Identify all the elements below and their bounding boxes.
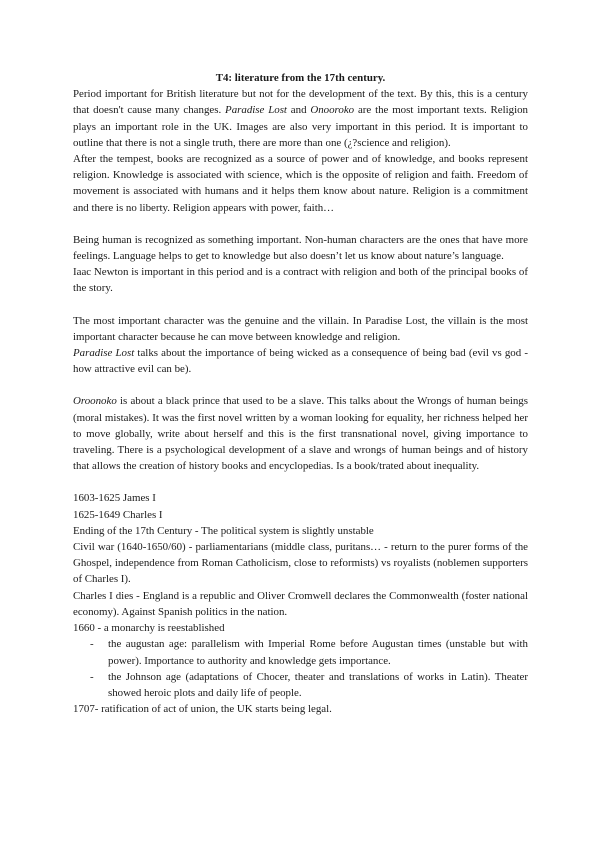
timeline-ending: Ending of the 17th Century - The political system is slightly unstable xyxy=(73,524,374,537)
timeline-james: 1603-1625 James I xyxy=(73,492,156,505)
paragraph-period xyxy=(73,86,528,151)
document-page xyxy=(73,70,528,717)
blank-line xyxy=(73,377,528,393)
p7-text: is about a black prince that used to be a slave. This talks about the Wrongs of human beings (moral mistakes). It was the first novel written by a woman looking for equality, her richness helped her to move globally, write about herself and this is the first transnational novel, giving importance to traveling. There is a psychological development of a slave and wrongs of human beings and of history that allows the creation of history books and encyclopedias. Is a book/trated about inequality. xyxy=(73,395,528,473)
timeline-monarchy: 1660 - a monarchy is reestablished xyxy=(73,622,225,635)
paragraph-paradise-lost xyxy=(73,345,528,377)
p1-title-paradise-lost: Paradise Lost xyxy=(225,104,287,117)
timeline-charles: 1625-1649 Charles I xyxy=(73,508,163,521)
p1-text-c: are the most important texts. Religion plays an important role in the UK. Images are also very important in this period. It is important to outline that there is not a single truth, there are more than one (¿?science and religion). xyxy=(73,104,529,149)
blank-line xyxy=(73,216,528,232)
document-title: T4: literature from the 17th century. xyxy=(215,72,386,84)
p1-text-b: and xyxy=(286,104,311,117)
blank-line xyxy=(73,297,528,313)
list-item-johnson: - the Johnson age (adaptations of Chocer, theater and translations of works in Latin). Theater showed heroic plots and daily life of people. xyxy=(108,669,528,701)
timeline-ages-list xyxy=(73,636,528,701)
paragraph-oroonoko xyxy=(73,393,528,474)
timeline-union: 1707- ratification of act of union, the UK starts being legal. xyxy=(73,703,332,716)
timeline-charles-dies: Charles I dies - England is a republic and Oliver Cromwell declares the Commonwealth (foster national economy). Against Spanish politics in the nation. xyxy=(73,589,528,618)
list-item-augustan: - the augustan age: parallelism with Imperial Rome before Augustan times (unstable but with power). Importance to authority and knowledge gets importance. xyxy=(108,636,528,668)
p1-text-a: Period important for British literature but not for the development of the text. By this, this is a century that doesn't cause many changes. xyxy=(73,88,528,117)
paragraph-tempest: After the tempest, books are recognized as a source of power and of knowledge, and books represent religion. Knowledge is associated with science, which is the opposite of religion and faith. Freedom of movement is associated with humans and it helps them know about nature. Religion is a commitment and there is no liberty. Religion appears with power, faith… xyxy=(73,153,528,214)
p6-text: talks about the importance of being wicked as a consequence of being bad (evil vs god - how attractive evil can be). xyxy=(73,347,528,376)
p1-title-onooroko: Onooroko xyxy=(310,104,355,117)
timeline-civil-war: Civil war (1640-1650/60) - parliamentarians (middle class, puritans… - return to the purer forms of the Ghospel, independence from Roman Catholicism, close to reformists) vs royalists (noblemen supporters of Charles I). xyxy=(73,541,528,586)
blank-line xyxy=(73,474,528,490)
paragraph-being-human: Being human is recognized as something important. Non-human characters are the ones that have more feelings. Language helps to get to knowledge but also doesn’t let us know about nature’s language. xyxy=(73,233,528,263)
paragraph-characters: The most important character was the genuine and the villain. In Paradise Lost, the villain is the most important character because he can move between knowledge and religion. xyxy=(73,314,528,343)
p6-title: Paradise Lost xyxy=(73,347,135,360)
p7-title: Oroonoko xyxy=(73,395,117,408)
paragraph-newton: Iaac Newton is important in this period and is a contract with religion and both of the principal books of the story. xyxy=(73,266,528,295)
